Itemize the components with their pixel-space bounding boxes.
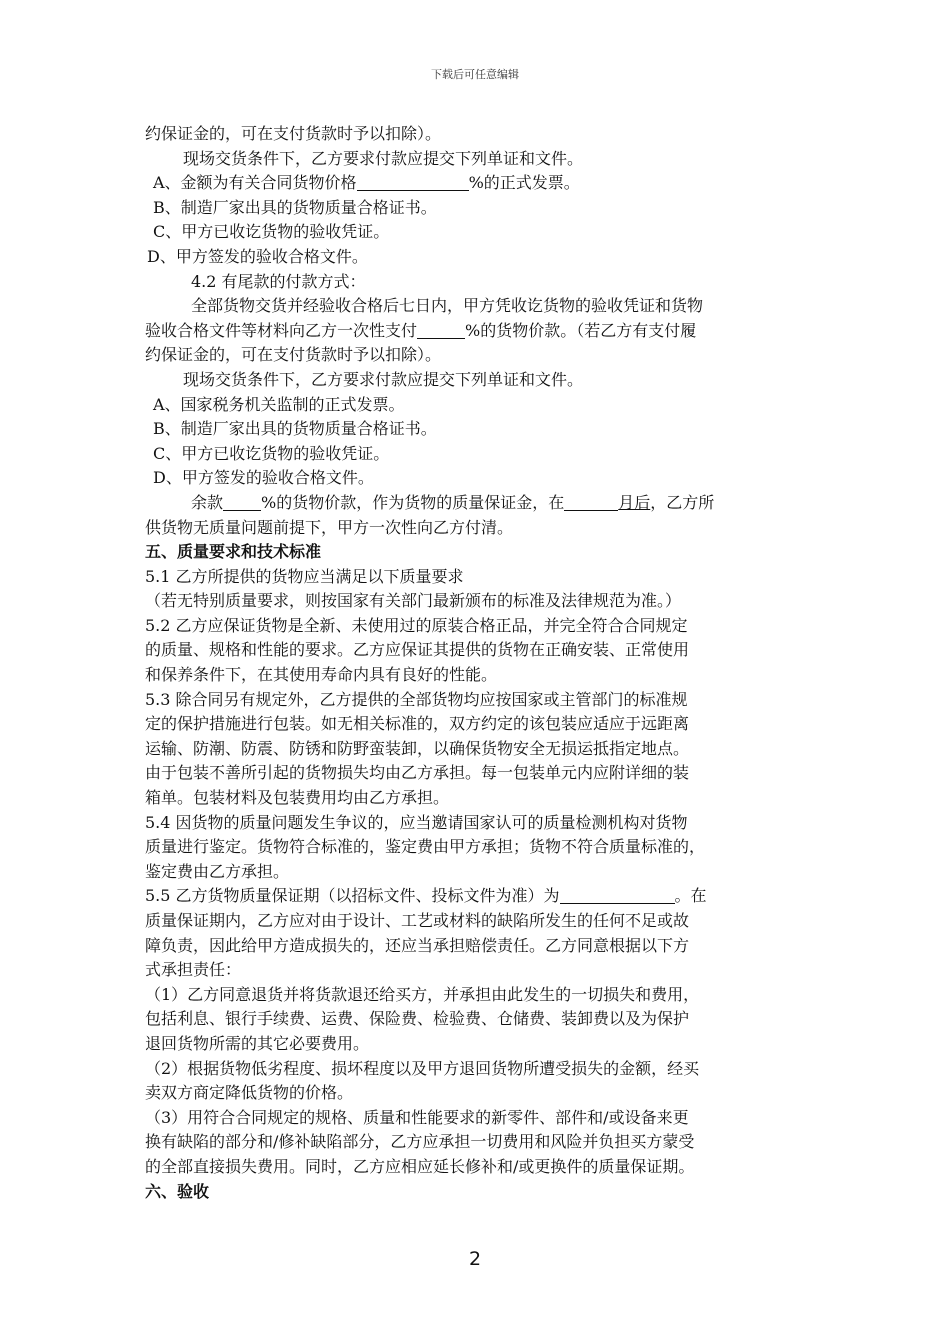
page-header: 下载后可任意编辑 <box>431 68 519 81</box>
paragraph-line: 5.3 除合同另有规定外，乙方提供的全部货物均应按国家或主管部门的标准规 <box>145 689 688 709</box>
paragraph-line: （若无特别质量要求，则按国家有关部门最新颁布的标准及法律规范为准。） <box>145 591 682 611</box>
list-item: B、制造厂家出具的货物质量合格证书。 <box>153 419 437 439</box>
list-item: D、甲方签发的验收合格文件。 <box>153 468 374 488</box>
paragraph-line: 换有缺陷的部分和/修补缺陷部分，乙方应承担一切费用和风险并负担买方蒙受 <box>145 1132 695 1152</box>
paragraph-text: 5.5 乙方货物质量保证期（以招标文件、投标文件为准）为 <box>145 886 560 906</box>
paragraph-text: 验收合格文件等材料向乙方一次性支付 <box>145 320 418 340</box>
page-number: 2 <box>468 1248 482 1270</box>
paragraph-line: 约保证金的，可在支付货款时予以扣除）。 <box>145 124 442 143</box>
subsection-title: 4.2 有尾款的付款方式： <box>191 271 366 291</box>
paragraph-line <box>145 884 810 909</box>
list-item: A、国家税务机关监制的正式发票。 <box>153 394 405 414</box>
paragraph-line: 箱单。包装材料及包装费用均由乙方承担。 <box>145 788 450 808</box>
paragraph-line: 运输、防潮、防震、防锈和防野蛮装卸，以确保货物安全无损运抵指定地点。 <box>145 738 690 758</box>
list-item: C、甲方已收讫货物的验收凭证。 <box>153 443 390 463</box>
paragraph-line: 现场交货条件下，乙方要求付款应提交下列单证和文件。 <box>183 369 584 389</box>
paragraph-line: 5.1 乙方所提供的货物应当满足以下质量要求 <box>145 566 464 586</box>
list-item: C、甲方已收讫货物的验收凭证。 <box>153 222 390 242</box>
paragraph-line <box>145 491 810 516</box>
fill-blank <box>564 492 618 511</box>
list-item: D、甲方签发的验收合格文件。 <box>147 246 368 266</box>
fill-blank <box>357 172 469 191</box>
paragraph-line: 鉴定费由乙方承担。 <box>145 861 290 881</box>
paragraph-line: （1）乙方同意退货并将货款退还给买方，并承担由此发生的一切损失和费用， <box>145 984 700 1004</box>
paragraph-line: 质量保证期内，乙方应对由于设计、工艺或材料的缺陷所发生的任何不足或故 <box>145 911 690 930</box>
section-heading: 五、质量要求和技术标准 <box>145 542 322 562</box>
paragraph-line: （3）用符合合同规定的规格、质量和性能要求的新零件、部件和/或设备来更 <box>145 1107 689 1127</box>
paragraph-line: 由于包装不善所引起的货物损失均由乙方承担。每一包装单元内应附详细的装 <box>145 763 690 783</box>
list-item-text: A、金额为有关合同货物价格 <box>153 173 357 193</box>
paragraph-line: 定的保护措施进行包装。如无相关标准的，双方约定的该包装应适应于远距离 <box>145 714 690 734</box>
paragraph-text: 。在 <box>674 886 707 906</box>
fill-blank <box>417 320 465 339</box>
paragraph-line: 障负责，因此给甲方造成损失的，还应当承担赔偿责任。乙方同意根据以下方 <box>145 935 690 955</box>
paragraph-text: 余款 <box>191 492 224 512</box>
document-body <box>145 122 810 1204</box>
fill-blank <box>223 492 261 511</box>
paragraph-line: 供货物无质量问题前提下，甲方一次性向乙方付清。 <box>145 517 514 537</box>
paragraph-line: 5.4 因货物的质量问题发生争议的，应当邀请国家认可的质量检测机构对货物 <box>145 812 688 832</box>
paragraph-text: %的货物价款。（若乙方有支付履 <box>465 320 697 340</box>
fill-blank <box>560 885 675 904</box>
list-item-text: %的正式发票。 <box>468 173 580 193</box>
section-heading: 六、验收 <box>145 1181 210 1201</box>
paragraph-line: （2）根据货物低劣程度、损坏程度以及甲方退回货物所遭受损失的金额，经买 <box>145 1058 700 1078</box>
paragraph-line: 包括利息、银行手续费、运费、保险费、检验费、仓储费、装卸费以及为保护 <box>145 1009 690 1029</box>
paragraph-line: 退回货物所需的其它必要费用。 <box>145 1033 370 1053</box>
paragraph-line: 5.2 乙方应保证货物是全新、未使用过的原装合格正品，并完全符合合同规定 <box>145 615 688 635</box>
paragraph-text: %的货物价款，作为货物的质量保证金，在 <box>261 492 565 512</box>
list-item <box>145 171 810 196</box>
paragraph-line: 约保证金的，可在支付货款时予以扣除）。 <box>145 345 442 365</box>
paragraph-line: 的质量、规格和性能的要求。乙方应保证其提供的货物在正确安装、正常使用 <box>145 640 690 660</box>
paragraph-line: 卖双方商定降低货物的价格。 <box>145 1083 354 1103</box>
paragraph-line: 质量进行鉴定。货物符合标准的，鉴定费由甲方承担；货物不符合质量标准的， <box>145 837 706 857</box>
underlined-text: 月后 <box>618 492 651 512</box>
paragraph-line: 全部货物交货并经验收合格后七日内，甲方凭收讫货物的验收凭证和货物 <box>191 296 704 316</box>
paragraph-line: 式承担责任： <box>145 960 242 980</box>
paragraph-text: ，乙方所 <box>650 492 715 512</box>
paragraph-line: 的全部直接损失费用。同时，乙方应相应延长修补和/或更换件的质量保证期。 <box>145 1156 695 1176</box>
list-item: B、制造厂家出具的货物质量合格证书。 <box>153 197 437 217</box>
paragraph-line: 和保养条件下，在其使用寿命内具有良好的性能。 <box>145 665 498 685</box>
paragraph-line: 现场交货条件下，乙方要求付款应提交下列单证和文件。 <box>183 148 584 168</box>
paragraph-line <box>145 319 810 344</box>
